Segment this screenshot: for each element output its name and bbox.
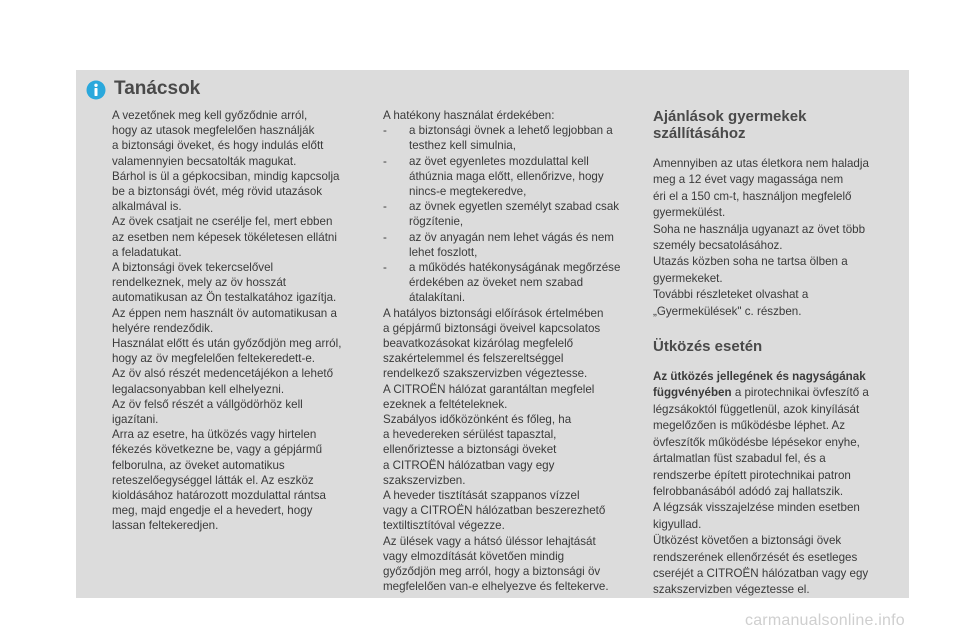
text-line: „Gyermekülések" c. részben. <box>653 304 802 318</box>
text-line: Amennyiben az utas életkora nem haladja <box>653 157 869 170</box>
text-line: az övet egyenletes mozdulattal kell <box>409 154 589 168</box>
text-line: Utazás közben soha ne tartsa ölben a <box>653 255 848 269</box>
text-line: automatikusan az Ön testalkatához igazítja. <box>112 291 337 305</box>
text-line: szakszervizben. <box>383 473 466 487</box>
text-line: az öv anyagán nem lehet vágás és nem <box>409 230 614 244</box>
bullet-dash: - <box>383 230 387 244</box>
text-line: A heveder tisztítását szappanos vízzel <box>383 489 580 503</box>
text-line: gyermekeket. <box>653 271 723 285</box>
text-line: meg a 12 évet vagy magassága nem <box>653 173 844 187</box>
text-line: Az ülések vagy a hátsó üléssor lehajtását <box>383 534 596 548</box>
text-line: A hatályos biztonsági előírások értelmében <box>383 306 604 320</box>
bullet-dash: - <box>383 154 387 168</box>
text-line: reteszelőegységgel látták el. Az eszköz <box>112 473 314 487</box>
bullet-item <box>383 260 633 306</box>
text-line: Az öv alsó részét medencetájékon a lehető <box>112 367 334 381</box>
section-heading-collision: Ütközés esetén <box>653 338 763 356</box>
text-line: győződjön meg arról, hogy a biztonsági öv <box>383 565 601 579</box>
text-line: Az öv felső részét a vállgödörhöz kell <box>112 397 303 411</box>
heading-line: Ajánlások gyermekek <box>653 108 807 125</box>
text-line: A CITROËN hálózat garantáltan megfelel <box>383 382 595 396</box>
text-line: meg, majd engedje el a hevedert, hogy <box>112 504 313 518</box>
bullet-item <box>383 199 633 229</box>
text-line: Arra az esetre, ha ütközés vagy hirtelen <box>112 428 317 442</box>
text-line: szakértelemmel és felszereltséggel <box>383 352 564 366</box>
text-line: ellenőriztesse a biztonsági öveket <box>383 443 557 457</box>
text-run: a pirotechnikai övfeszítő a <box>731 386 869 400</box>
text-line: rögzítenie, <box>409 215 464 229</box>
text-line: hogy az öv megfelelően feltekeredett-e. <box>112 352 316 366</box>
text-line: vagy a CITROËN hálózatban beszerezhető <box>383 504 606 518</box>
text-line: gyermekülést. <box>653 206 726 220</box>
text-line: áthúznia maga előtt, ellenőrizve, hogy <box>409 169 604 183</box>
text-line: Ütközést követően a biztonsági övek <box>653 534 842 548</box>
text-line: A biztonsági övek tekercselővel <box>112 261 274 275</box>
text-line: a működés hatékonyságának megőrzése <box>409 261 621 275</box>
bold-text: Az ütközés jellegének és nagyságának <box>653 370 866 384</box>
text-line: rendelkeznek, mely az öv hosszát <box>112 276 286 290</box>
text-line: helyére rendeződik. <box>112 321 214 335</box>
text-line: a feladatukat. <box>112 245 182 259</box>
text-line: A légzsák visszajelzése minden esetben <box>653 501 860 515</box>
text-line: felrobbanásából adódó zaj hallatszik. <box>653 484 844 498</box>
text-line: a biztonsági övnek a lehető legjobban a <box>409 124 613 138</box>
bold-text: függvényében <box>653 386 732 400</box>
text-line: Az övek csatjait ne cserélje fel, mert ebben <box>112 215 333 229</box>
text-line: alkalmával is. <box>112 200 182 214</box>
text-line: igazítani. <box>112 413 159 427</box>
text-line: nincs-e megtekeredve, <box>409 185 527 199</box>
text-line: legalacsonyabban kell elhelyezni. <box>112 382 285 396</box>
column-3 <box>653 108 893 599</box>
text-line: Használat előtt és után győződjön meg arról, <box>112 337 342 351</box>
bullet-dash: - <box>383 200 387 214</box>
text-line: éri el a 150 cm-t, használjon megfelelő <box>653 189 852 203</box>
text-line: Soha ne használja ugyanazt az övet több <box>653 222 866 236</box>
text-line: légzsákoktól függetlenül, azok kinyílását <box>653 402 860 416</box>
paragraph-collision <box>653 369 893 599</box>
text-line: Az éppen nem használt öv automatikusan a <box>112 306 337 320</box>
paragraph-children <box>653 156 893 320</box>
intro-line: A hatékony használat érdekében: <box>383 109 555 122</box>
bullet-item <box>383 123 633 153</box>
text-line: hogy az utasok megfelelően használják <box>112 124 315 138</box>
section-heading-children <box>653 108 893 142</box>
text-line: megelőzően is működésbe léphet. Az <box>653 419 846 433</box>
text-line: A vezetőnek meg kell győződnie arról, <box>112 109 308 122</box>
info-icon <box>86 80 106 100</box>
text-line: Bárhol is ül a gépkocsiban, mindig kapcsolja <box>112 169 340 183</box>
column-2 <box>383 108 633 595</box>
text-line: textiltisztítóval végezze. <box>383 519 505 533</box>
text-line: beavatkozásokat kizárólag megfelelő <box>383 337 574 351</box>
page-title: Tanácsok <box>114 78 201 99</box>
text-line: cseréjét a CITROËN hálózatban vagy egy <box>653 566 869 580</box>
bullet-item <box>383 230 633 260</box>
bullet-item <box>383 154 633 200</box>
text-line: a hevedereken sérülést tapasztal, <box>383 428 557 442</box>
text-line: a biztonsági öveket, és hogy indulás előtt <box>112 139 324 153</box>
text-line: Szabályos időközönként és főleg, ha <box>383 413 572 427</box>
text-line: testhez kell simulnia, <box>409 139 516 153</box>
text-line: az övnek egyetlen személyt szabad csak <box>409 200 620 214</box>
text-line: a CITROËN hálózatban vagy egy <box>383 458 555 472</box>
text-line: személy becsatolásához. <box>653 239 783 253</box>
text-line-mixed <box>653 385 893 401</box>
text-line: fékezés következne be, vagy a gépjármű <box>112 443 323 457</box>
text-line-bold <box>653 369 893 385</box>
text-line: ezeknek a feltételeknek. <box>383 397 508 411</box>
text-line: felborulna, az öveket automatikus <box>112 458 285 472</box>
text-line: érdekében az öveket nem szabad <box>409 276 584 290</box>
text-line: rendszerének ellenőrzését és esetleges <box>653 550 858 564</box>
watermark: carmanualsonline.info <box>745 612 905 629</box>
bullet-dash: - <box>383 124 387 138</box>
text-line: be a biztonsági övét, még rövid utazások <box>112 185 323 199</box>
text-line: az esetben nem képesek tökéletesen ellátni <box>112 230 337 244</box>
text-line: rendelkező szakszervizben végeztesse. <box>383 367 588 381</box>
text-line: átalakítani. <box>409 291 466 305</box>
text-line: kioldásához határozott mozdulattal rántsa <box>112 489 326 503</box>
text-line: megfelelően van-e elhelyezve és feltekerve. <box>383 580 609 594</box>
text-line: valamennyien becsatolták magukat. <box>112 154 297 168</box>
text-line: ártalmatlan füst szabadul fel, és a <box>653 452 826 466</box>
text-line: övfeszítők működésbe lépésekor enyhe, <box>653 435 860 449</box>
bullet-dash: - <box>383 261 387 275</box>
column-1 <box>112 108 362 534</box>
text-line: További részleteket olvashat a <box>653 288 809 302</box>
text-line: rendszerbe épített pirotechnikai patron <box>653 468 851 482</box>
text-line: lehet foszlott, <box>409 245 478 259</box>
text-line: kigyullad. <box>653 517 702 531</box>
text-line: lassan feltekeredjen. <box>112 519 219 533</box>
text-line: vagy elmozdítását követően mindig <box>383 549 565 563</box>
heading-line: szállításához <box>653 125 746 142</box>
text-line: szakszervizben végeztesse el. <box>653 583 810 597</box>
text-line: a gépjármű biztonsági öveivel kapcsolatos <box>383 321 601 335</box>
